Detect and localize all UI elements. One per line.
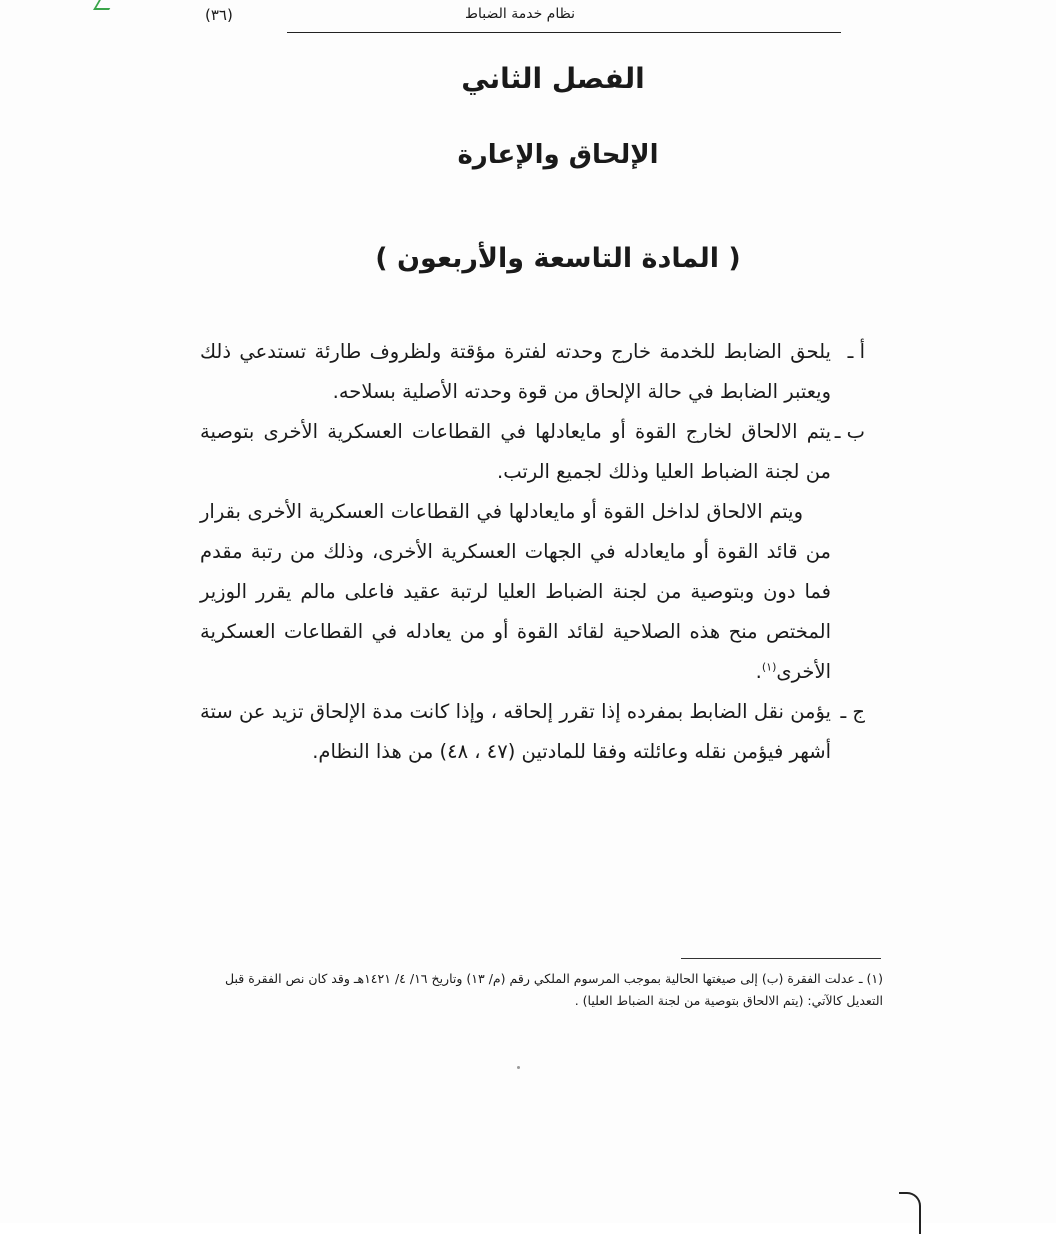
running-header: [205, 4, 845, 30]
clause-text: يؤمن نقل الضابط بمفرده إذا تقرر إلحاقه ، وإذا كانت مدة الإلحاق تزيد عن ستة أشهر فيؤمن نقله وعائلته وفقا للمادتين (٤٧ ، ٤٨) من هذا النظام.: [200, 700, 831, 763]
clause-text: يتم الالحاق لخارج القوة أو مايعادلها في القطاعات العسكرية الأخرى بتوصية من لجنة الضباط العليا وذلك لجميع الرتب.: [200, 420, 831, 483]
clause-a: [200, 332, 865, 412]
article-title: ( المادة التاسعة والأربعون ): [375, 243, 741, 274]
article-body: [200, 332, 865, 772]
running-title: نظام خدمة الضباط: [465, 6, 575, 22]
clause-b-continuation: [200, 492, 865, 692]
scan-speck: [517, 1066, 520, 1069]
clause-letter: ب ـ: [834, 420, 865, 443]
chapter-subtitle: الإلحاق والإعارة: [457, 140, 659, 170]
clause-text: يلحق الضابط للخدمة خارج وحدته لفترة مؤقتة ولظروف طارئة تستدعي ذلك ويعتبر الضابط في حالة الإلحاق من قوة وحدته الأصلية بسلاحه.: [200, 340, 831, 403]
header-rule: [287, 32, 841, 33]
clause-c: [200, 692, 865, 772]
clause-letter: أ ـ: [847, 340, 865, 363]
clause-continuation-text: ويتم الالحاق لداخل القوة أو مايعادلها في القطاعات العسكرية الأخرى بقرار من قائد القوة أو مايعادله في الجهات العسكرية الأخرى، وذلك من رتبة مقدم فما دون وبتوصية من لجنة الضباط العليا لرتبة عقيد فاعلى مالم يقرر الوزير المختص منح هذه الصلاحية لقائد القوة أو من يعادله في القطاعات العسكرية الأخرى: [200, 500, 831, 683]
chapter-title: الفصل الثاني: [461, 62, 645, 95]
clause-continuation-end: .: [755, 660, 762, 683]
clause-b: [200, 412, 865, 492]
binding-bracket: [899, 1192, 921, 1234]
footnote-rule: [681, 958, 881, 959]
footnote-reference[interactable]: (١): [761, 660, 777, 674]
page-number: (٣٦): [205, 6, 233, 24]
clause-letter: ج ـ: [840, 700, 865, 723]
footnote: (١) ـ عدلت الفقرة (ب) إلى صيغتها الحالية بموجب المرسوم الملكي رقم (م/ ١٣) وتاريخ ١٦/ ٤/ ١٤٢١هـ وقد كان نص الفقرة قبل التعديل كالآتي: (يتم الالحاق بتوصية من لجنة الضباط العليا) .: [225, 971, 883, 1008]
green-corner-mark: [93, 0, 115, 10]
